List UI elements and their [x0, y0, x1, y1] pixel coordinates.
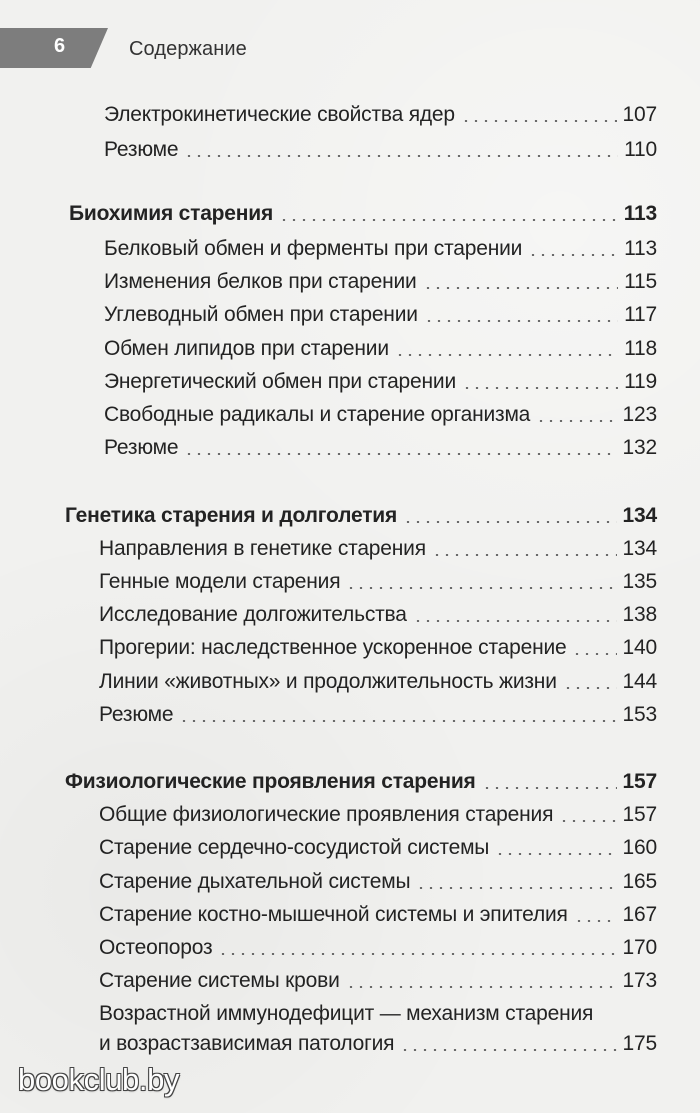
toc-entry	[0, 667, 700, 697]
toc-entry-label: Остеопороз	[99, 936, 213, 959]
toc-entry	[0, 334, 700, 364]
section-heading-page: 134	[622, 504, 657, 527]
dot-leader	[563, 687, 617, 689]
dot-leader	[572, 653, 616, 655]
toc-entry	[0, 833, 700, 863]
section-heading-label: Физиологические проявления старения	[65, 770, 476, 793]
dot-leader	[559, 820, 616, 822]
toc-entry-page: 153	[622, 703, 657, 726]
toc-entry	[0, 234, 700, 264]
dot-leader	[528, 254, 618, 256]
toc-entry	[0, 267, 700, 297]
toc-entry-page: 107	[622, 103, 657, 126]
page-number: 6	[54, 35, 66, 57]
dot-leader	[495, 853, 616, 855]
toc-entry	[0, 867, 700, 897]
toc-entry-page: 157	[622, 803, 657, 826]
toc-entry-page: 123	[622, 403, 657, 426]
toc-entry	[0, 700, 700, 730]
toc-entry-label: Старение сердечно-сосудистой системы	[99, 836, 490, 859]
toc-entry-page: 175	[622, 1032, 657, 1055]
toc-entry-page: 135	[622, 570, 657, 593]
toc-entry-label: Резюме	[99, 703, 174, 726]
toc-section-heading	[0, 501, 700, 531]
toc-entry-page: 165	[622, 870, 657, 893]
toc-entry-label: Свободные радикалы и старение организма	[104, 403, 531, 426]
toc-entry-page: 134	[622, 537, 657, 560]
toc-entry	[0, 100, 700, 130]
toc-entry-label: Энергетический обмен при старении	[104, 370, 456, 393]
toc-wrapped-entry	[99, 999, 657, 1059]
section-heading-label: Генетика старения и долголетия	[65, 504, 398, 527]
toc-entry-label-line-1: Возрастной иммунодефицит — механизм старения	[99, 1002, 594, 1025]
toc-entry	[0, 300, 700, 330]
dot-leader	[400, 1049, 616, 1051]
toc-entry	[0, 567, 700, 597]
toc-entry-label: Резюме	[104, 138, 179, 161]
toc-entry-label: Линии «животных» и продолжительность жизни	[99, 670, 557, 693]
dot-leader	[218, 953, 616, 955]
toc-entry-page: 173	[622, 969, 657, 992]
toc-entry-label: Прогерии: наследственное ускоренное старение	[99, 636, 567, 659]
toc-entry	[0, 966, 700, 996]
toc-entry-page: 140	[622, 636, 657, 659]
dot-leader	[403, 521, 616, 523]
toc-entry	[0, 135, 700, 165]
toc-entry-page: 119	[624, 370, 657, 393]
toc-entry-page: 138	[622, 603, 657, 626]
dot-leader	[432, 554, 617, 556]
dot-leader	[574, 920, 617, 922]
toc-entry-page: 118	[624, 337, 657, 360]
toc-entry-page: 170	[622, 936, 657, 959]
toc-entry-page: 160	[622, 836, 657, 859]
dot-leader	[346, 587, 616, 589]
dot-leader	[279, 219, 618, 221]
dot-leader	[482, 787, 617, 789]
toc-entry-label: Белковый обмен и ферменты при старении	[104, 237, 523, 260]
watermark: bookclub.by	[18, 1062, 180, 1097]
dot-leader	[184, 155, 618, 157]
toc-entry-label: Исследование долгожительства	[99, 603, 407, 626]
toc-entry-label: Старение дыхательной системы	[99, 870, 411, 893]
dot-leader	[536, 420, 616, 422]
toc-entry-label: Генные модели старения	[99, 570, 341, 593]
toc-entry-label: Электрокинетические свойства ядер	[104, 103, 455, 126]
dot-leader	[423, 287, 619, 289]
toc-entry-label: Старение системы крови	[99, 969, 340, 992]
dot-leader	[184, 453, 616, 455]
toc-entry	[0, 600, 700, 630]
toc-entry	[0, 933, 700, 963]
toc-entry-page: 115	[624, 270, 657, 293]
toc-section-heading	[0, 767, 700, 797]
toc-entry-page: 167	[622, 903, 657, 926]
toc-entry	[0, 633, 700, 663]
dot-leader	[462, 387, 618, 389]
section-heading-label: Биохимия старения	[69, 202, 274, 225]
toc-entry	[0, 367, 700, 397]
dot-leader	[346, 986, 617, 988]
toc-entry-second-line	[99, 1029, 657, 1059]
toc-entry	[0, 534, 700, 564]
toc-entry-page: 132	[622, 436, 657, 459]
section-heading-page: 113	[623, 202, 657, 225]
toc-entry	[0, 433, 700, 463]
section-heading-page: 157	[622, 770, 657, 793]
toc-entry-label: Направления в генетике старения	[99, 537, 426, 560]
toc-entry	[0, 400, 700, 430]
toc-entry	[0, 900, 700, 930]
toc-entry-label: Резюме	[104, 436, 179, 459]
toc-entry-label: Старение костно-мышечной системы и эпителия	[99, 903, 568, 926]
toc-entry-page: 117	[624, 303, 657, 326]
toc-section-heading	[0, 199, 700, 229]
toc-entry	[0, 800, 700, 830]
section-title: Содержание	[129, 38, 247, 60]
dot-leader	[179, 720, 616, 722]
toc-entry-label-line-2: и возрастзависимая патология	[99, 1032, 395, 1055]
dot-leader	[395, 354, 618, 356]
dot-leader	[424, 320, 618, 322]
dot-leader	[416, 887, 616, 889]
dot-leader	[413, 620, 617, 622]
toc-entry-label: Общие физиологические проявления старения	[99, 803, 554, 826]
toc-entry-label: Изменения белков при старении	[104, 270, 417, 293]
toc-entry-page: 110	[624, 138, 657, 161]
toc-entry-label: Углеводный обмен при старении	[104, 303, 418, 326]
toc-entry-page: 144	[622, 670, 657, 693]
page-header	[0, 28, 700, 68]
toc-entry-label: Обмен липидов при старении	[104, 337, 389, 360]
toc-entry-page: 113	[624, 237, 657, 260]
dot-leader	[461, 120, 617, 122]
